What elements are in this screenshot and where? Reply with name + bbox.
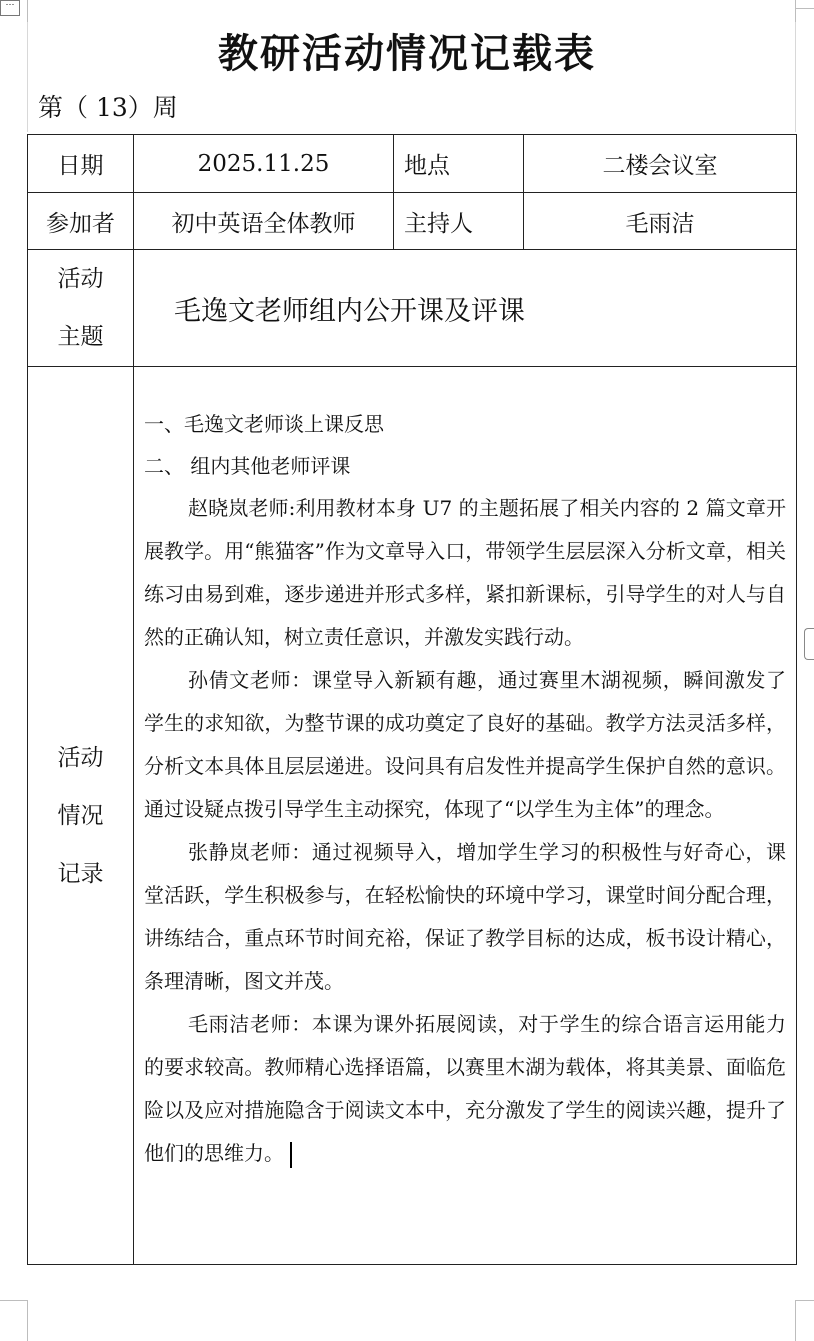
date-label: 日期 [28,135,134,193]
host-value[interactable]: 毛雨洁 [524,193,797,250]
document-title: 教研活动情况记载表 [218,30,596,77]
location-value[interactable]: 二楼会议室 [524,135,797,193]
review-paragraph-zhao: 赵晓岚老师:利用教材本身 U7 的主题拓展了相关内容的 2 篇文章开展教学。用“熊猫客”作为文章导入口，带领学生层层深入分析文章，相关练习由易到难，逐步递进并形式多样，紧扣新课标，引导学生的对人与自然的正确认知，树立责任意识，并激发实践行动。 [144,496,786,649]
record-item-2: 二、 组内其他老师评课 [144,454,351,478]
record-table [27,134,797,1265]
record-content[interactable] [134,367,797,1265]
record-label-line1: 活动 [57,744,104,771]
crop-mark-bottom-left-h [0,1300,27,1301]
date-value[interactable]: 2025.11.25 [134,135,394,193]
record-item-1: 一、毛逸文老师谈上课反思 [144,412,384,436]
topic-label-line1: 活动 [57,266,104,292]
table-row-date [28,135,797,193]
location-label: 地点 [394,135,524,193]
text-cursor [290,1142,292,1168]
crop-mark-bottom-right [795,1300,796,1341]
review-paragraph-sun: 孙倩文老师：课堂导入新颖有趣，通过赛里木湖视频，瞬间激发了学生的求知欲，为整节课的成功奠定了良好的基础。教学方法灵活多样，分析文本具体且层层递进。设问具有启发性并提高学生保护自然的意识。通过设疑点拨引导学生主动探究，体现了“以学生为主体”的理念。 [144,668,786,821]
table-row-participants [28,193,797,250]
topic-label-line2: 主题 [57,324,104,350]
crop-mark-bottom-left [27,1300,28,1341]
page-menu-icon[interactable]: ⋯ [0,0,20,16]
week-label: 第（ 13）周 [38,93,178,122]
review-paragraph-zhang: 张静岚老师：通过视频导入，增加学生学习的积极性与好奇心，课堂活跃，学生积极参与，在轻松愉快的环境中学习，课堂时间分配合理，讲练结合，重点环节时间充裕，保证了教学目标的达成，板书设计精心，条理清晰，图文并茂。 [144,840,786,993]
crop-mark-top-left [27,0,28,22]
participants-label: 参加者 [28,193,134,250]
crop-mark-top-right [795,0,796,22]
crop-mark-bottom-right-h [795,1300,814,1301]
record-label-line3: 记录 [57,860,104,887]
table-row-topic [28,250,797,367]
topic-label [28,250,134,367]
record-label-line2: 情况 [57,802,104,829]
host-label: 主持人 [394,193,524,250]
topic-value[interactable]: 毛逸文老师组内公开课及评课 [134,250,797,367]
table-row-record [28,367,797,1265]
crop-mark-right-top [795,8,814,9]
participants-value[interactable]: 初中英语全体教师 [134,193,394,250]
review-paragraph-mao: 毛雨洁老师：本课为课外拓展阅读，对于学生的综合语言运用能力的要求较高。教师精心选择语篇，以赛里木湖为载体，将其美景、面临危险以及应对措施隐含于阅读文本中，充分激发了学生的阅读兴趣，提升了他们的思维力。 [144,1012,786,1165]
side-panel-handle[interactable] [804,628,814,660]
record-label [28,367,134,1265]
